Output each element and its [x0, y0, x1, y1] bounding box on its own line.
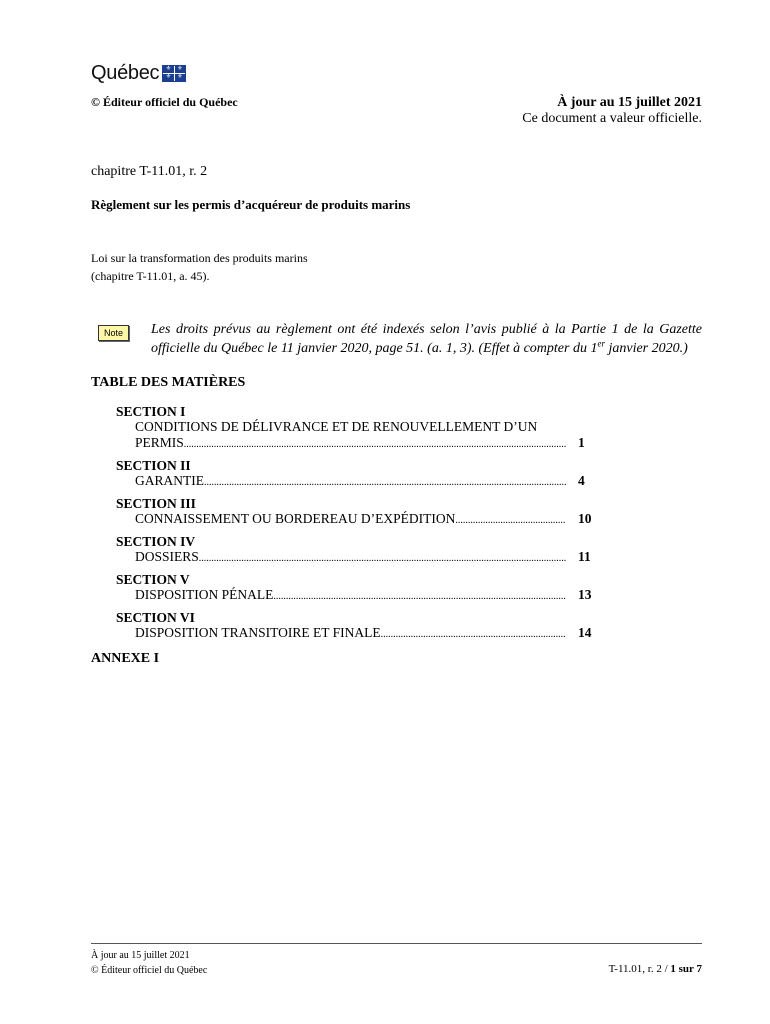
toc-entry-title: DISPOSITION PÉNALE	[135, 587, 274, 602]
toc-line	[116, 549, 596, 567]
footer-page-count: 1 sur 7	[670, 963, 702, 975]
fleur-de-lis-icon: ⚜	[175, 74, 186, 81]
note-text-main: Les droits prévus au règlement ont été indexés selon l’avis publié à la Partie 1 de la Gazette officielle du Québec le 11 janvier 2020, page 51. (a. 1, 3). (Effet à compter du 1	[151, 322, 702, 356]
note-superscript: er	[597, 338, 605, 349]
footer-update-date: À jour au 15 juillet 2021	[91, 950, 190, 961]
toc-section-label: SECTION V	[116, 572, 190, 587]
toc-page-number: 4	[578, 473, 585, 488]
toc-section-label: SECTION VI	[116, 610, 195, 625]
toc-leader-dots	[199, 551, 566, 567]
law-line-1: Loi sur la transformation des produits marins	[91, 251, 308, 265]
toc-entry-title: GARANTIE	[135, 473, 204, 488]
toc-entry[interactable]	[116, 610, 596, 643]
toc-entry[interactable]	[116, 572, 596, 605]
toc-entry-title: DISPOSITION TRANSITOIRE ET FINALE	[135, 625, 381, 640]
chapter-reference: chapitre T-11.01, r. 2	[91, 164, 208, 179]
toc-line	[116, 419, 596, 435]
note-text-end: janvier 2020.)	[604, 341, 688, 356]
law-line-2: (chapitre T-11.01, a. 45).	[91, 269, 210, 283]
footer-left	[91, 948, 207, 978]
header-copyright: © Éditeur officiel du Québec	[91, 95, 238, 109]
toc-entry[interactable]	[116, 496, 596, 529]
quebec-flag-icon	[162, 65, 186, 82]
toc-entry-title: DOSSIERS	[135, 549, 199, 564]
fleur-de-lis-icon: ⚜	[163, 74, 174, 81]
toc-section-label: SECTION IV	[116, 534, 196, 549]
toc-line	[116, 587, 596, 605]
toc-page-number: 10	[578, 511, 592, 526]
toc-leader-dots	[273, 589, 566, 605]
note-text	[151, 320, 702, 358]
toc-line	[116, 435, 596, 453]
toc-page-number: 14	[578, 625, 592, 640]
toc-line	[116, 473, 596, 491]
toc-leader-dots	[184, 437, 566, 453]
toc-page-number: 11	[578, 549, 591, 564]
toc-entry[interactable]	[116, 404, 596, 453]
enabling-law	[91, 249, 308, 285]
quebec-logo	[91, 62, 186, 85]
toc-leader-dots	[204, 475, 566, 491]
logo-text: Québec	[91, 62, 160, 84]
toc-entry[interactable]	[116, 534, 596, 567]
toc-entry-title: CONDITIONS DE DÉLIVRANCE ET DE RENOUVELLEMENT D’UN	[135, 419, 538, 434]
toc-line	[116, 511, 596, 529]
toc-entry[interactable]	[116, 458, 596, 491]
toc-line	[116, 625, 596, 643]
toc-section-label: SECTION II	[116, 458, 191, 473]
footer-page-reference	[609, 963, 702, 975]
toc-section-label: SECTION I	[116, 404, 186, 419]
footer-copyright: © Éditeur officiel du Québec	[91, 965, 208, 976]
note-icon: Note	[98, 325, 129, 341]
official-notice: Ce document a valeur officielle.	[522, 111, 702, 126]
regulation-title: Règlement sur les permis d’acquéreur de produits marins	[91, 197, 411, 212]
table-of-contents	[116, 404, 596, 648]
toc-title: TABLE DES MATIÈRES	[91, 375, 246, 390]
toc-section-label: SECTION III	[116, 496, 196, 511]
fleur-de-lis-icon: ⚜	[163, 66, 174, 73]
header-status	[522, 95, 702, 127]
toc-entry-title: CONNAISSEMENT OU BORDEREAU D’EXPÉDITION	[135, 511, 456, 526]
toc-page-number: 13	[578, 587, 592, 602]
toc-entry-title: PERMIS	[135, 435, 184, 450]
fleur-de-lis-icon: ⚜	[175, 66, 186, 73]
footer-doc-ref: T-11.01, r. 2 /	[608, 963, 671, 975]
toc-page-number: 1	[578, 435, 585, 450]
footer-divider	[91, 943, 702, 944]
annexe-heading[interactable]: ANNEXE I	[91, 651, 160, 666]
update-date: À jour au 15 juillet 2021	[557, 95, 702, 110]
toc-leader-dots	[455, 513, 566, 529]
toc-leader-dots	[381, 627, 566, 643]
